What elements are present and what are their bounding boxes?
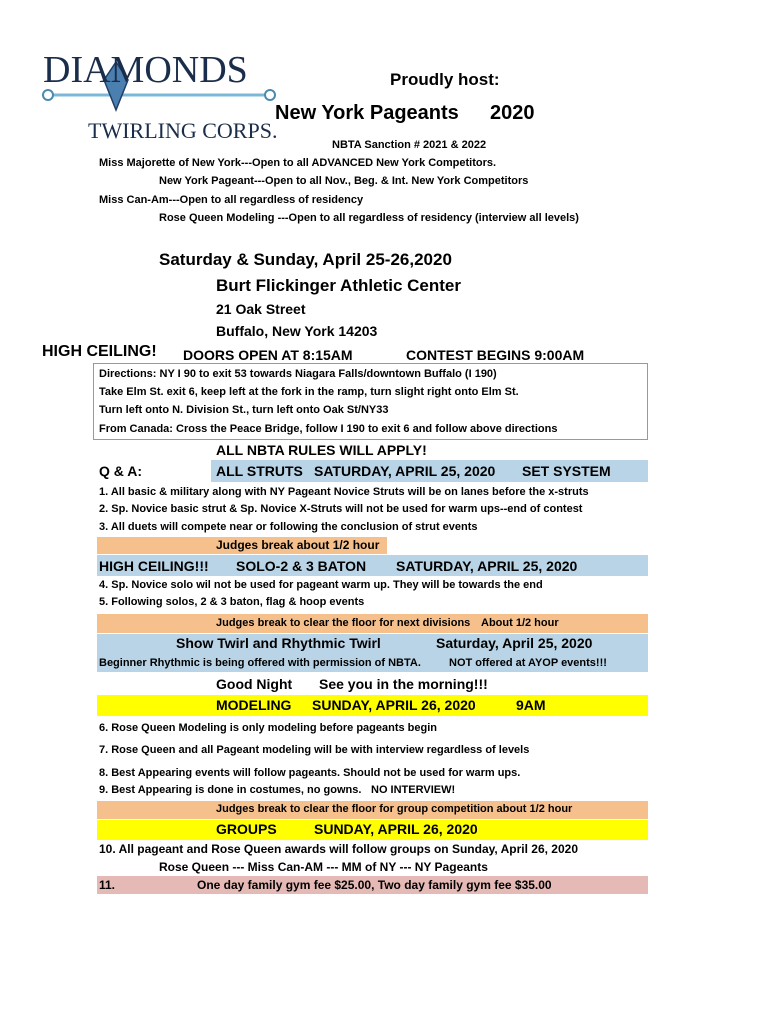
venue-city: Buffalo, New York 14203 (216, 323, 378, 339)
modeling-note: 6. Rose Queen Modeling is only modeling before pageants begin (99, 722, 437, 734)
qa-label: Q & A: (99, 463, 143, 479)
break-text: Judges break to clear the floor for next divisions (216, 617, 471, 629)
division-line: Miss Majorette of New York---Open to all ADVANCED New York Competitors. (99, 157, 497, 169)
modeling-label: MODELING (216, 697, 292, 713)
modeling-note: 8. Best Appearing events will follow pageants. Should not be used for warm ups. (99, 767, 521, 779)
twirl-note-ayop: NOT offered at AYOP events!!! (449, 657, 607, 669)
break-text: Judges break about 1/2 hour (216, 538, 380, 552)
struts-note: 1. All basic & military along with NY Pageant Novice Struts will be on lanes before the x-struts (99, 486, 589, 498)
solo-date: SATURDAY, APRIL 25, 2020 (396, 558, 578, 574)
directions-line: From Canada: Cross the Peace Bridge, follow I 190 to exit 6 and follow above directions (99, 423, 558, 435)
break-text: Judges break to clear the floor for group competition about 1/2 hour (216, 803, 573, 815)
doors-open-text: DOORS OPEN AT 8:15AM (183, 347, 353, 363)
solo-note: 4. Sp. Novice solo wil not be used for pageant warm up. They will be towards the end (99, 579, 543, 591)
struts-note: 3. All duets will compete near or following the conclusion of strut events (99, 521, 478, 533)
twirl-date: Saturday, April 25, 2020 (436, 635, 593, 651)
groups-note: Rose Queen --- Miss Can-AM --- MM of NY --- NY Pageants (159, 860, 488, 874)
struts-note: 2. Sp. Novice basic strut & Sp. Novice X-Struts will not be used for warm ups--end of contest (99, 503, 583, 515)
twirl-note: Beginner Rhythmic is being offered with permission of NBTA. (99, 657, 421, 669)
solo-high-ceiling: HIGH CEILING!!! (99, 558, 209, 574)
diamonds-twirling-corps-logo (38, 40, 278, 148)
directions-line: Turn left onto N. Division St., turn left onto Oak St/NY33 (99, 404, 389, 416)
no-interview-text: NO INTERVIEW! (371, 784, 456, 796)
high-ceiling-text: HIGH CEILING! (42, 343, 157, 360)
modeling-note: 7. Rose Queen and all Pageant modeling will be with interview regardless of levels (99, 744, 530, 756)
set-system-text: SET SYSTEM (522, 463, 611, 479)
struts-date: SATURDAY, APRIL 25, 2020 (314, 463, 496, 479)
solo-label: SOLO-2 & 3 BATON (236, 558, 367, 574)
modeling-time: 9AM (516, 697, 546, 713)
event-dates: Saturday & Sunday, April 25-26,2020 (159, 250, 452, 269)
contest-begins-text: CONTEST BEGINS 9:00AM (406, 347, 585, 363)
struts-label: ALL STRUTS (216, 463, 303, 479)
directions-line: Take Elm St. exit 6, keep left at the fork in the ramp, turn slight right onto Elm St. (99, 386, 519, 398)
break-time: About 1/2 hour (481, 617, 559, 629)
modeling-note: 9. Best Appearing is done in costumes, no gowns. (99, 784, 362, 796)
groups-date: SUNDAY, APRIL 26, 2020 (314, 821, 478, 837)
groups-label: GROUPS (216, 821, 277, 837)
page-title: New York Pageants (275, 102, 459, 124)
modeling-date: SUNDAY, APRIL 26, 2020 (312, 697, 476, 713)
see-you-text: See you in the morning!!! (319, 676, 488, 692)
directions-line: Directions: NY I 90 to exit 53 towards Niagara Falls/downtown Buffalo (I 190) (99, 368, 497, 380)
rules-text: ALL NBTA RULES WILL APPLY! (216, 442, 427, 458)
logo-main-text: DIAMONDS (43, 49, 248, 91)
division-line: Rose Queen Modeling ---Open to all regardless of residency (interview all levels) (159, 212, 579, 224)
division-line: Miss Can-Am---Open to all regardless of residency (99, 194, 364, 206)
fee-text: One day family gym fee $25.00, Two day family gym fee $35.00 (197, 878, 552, 892)
good-night-text: Good Night (216, 676, 293, 692)
sanction-text: NBTA Sanction # 2021 & 2022 (332, 139, 487, 151)
twirl-label: Show Twirl and Rhythmic Twirl (176, 635, 381, 651)
proudly-host-text: Proudly host: (390, 70, 500, 89)
groups-note: 10. All pageant and Rose Queen awards will follow groups on Sunday, April 26, 2020 (99, 842, 578, 856)
solo-note: 5. Following solos, 2 & 3 baton, flag & hoop events (99, 596, 365, 608)
venue-name: Burt Flickinger Athletic Center (216, 276, 461, 295)
venue-street: 21 Oak Street (216, 301, 306, 317)
division-line: New York Pageant---Open to all Nov., Beg. & Int. New York Competitors (159, 175, 529, 187)
title-year: 2020 (490, 102, 535, 124)
logo-sub-text: TWIRLING CORPS. (88, 118, 278, 143)
fee-number: 11. (99, 878, 116, 892)
